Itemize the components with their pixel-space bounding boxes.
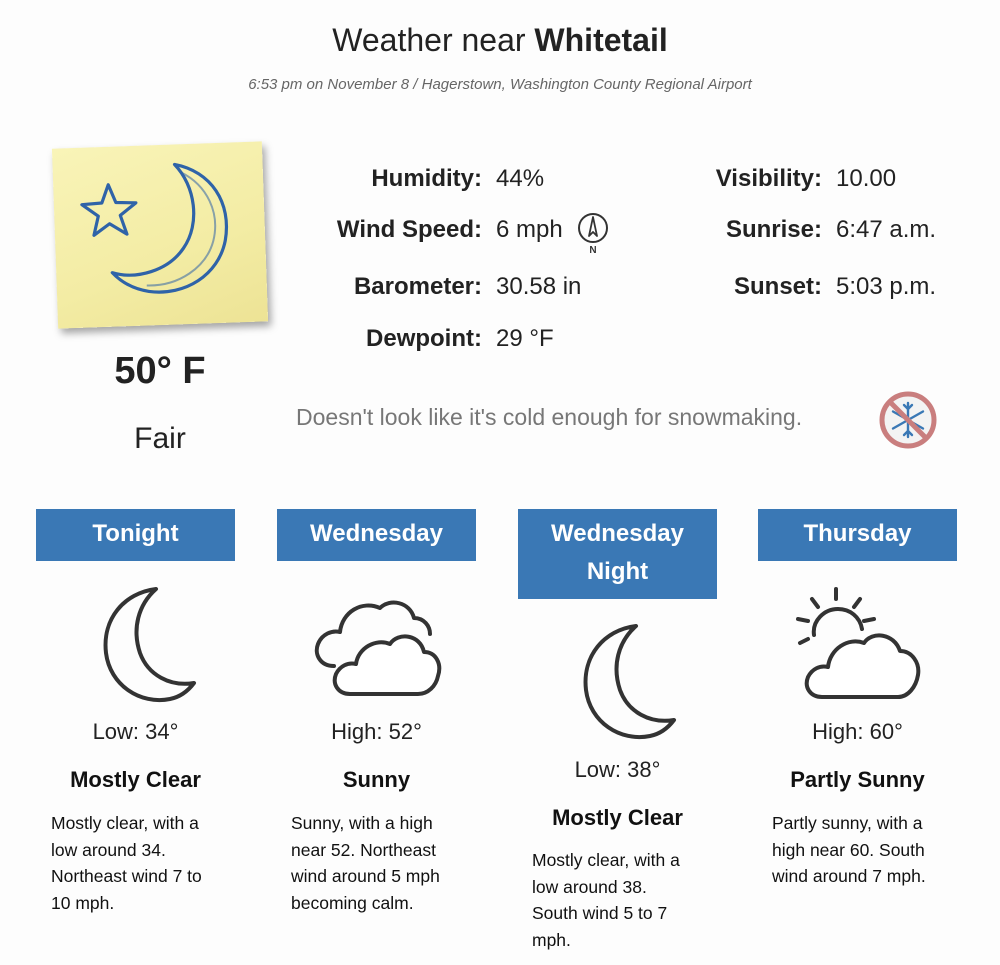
forecast-wednesday-heading[interactable] bbox=[277, 509, 476, 561]
observation-subtitle: 6:53 pm on November 8 / Hagerstown, Washington County Regional Airport bbox=[248, 76, 752, 93]
forecast-tonight-name: Tonight bbox=[92, 520, 179, 547]
sunset-value: 5:03 p.m. bbox=[836, 273, 937, 300]
current-condition: Fair bbox=[134, 422, 186, 455]
forecast-tonight-short: Mostly Clear bbox=[70, 767, 201, 792]
detail-line: Partly sunny, with a bbox=[772, 813, 923, 833]
wind-speed-label: Wind Speed: bbox=[336, 216, 482, 243]
humidity-value: 44% bbox=[496, 165, 545, 192]
forecast-wednesday-night-heading[interactable] bbox=[518, 509, 717, 599]
forecast-thursday-heading[interactable] bbox=[758, 509, 957, 561]
detail-line: high near 60. South bbox=[772, 839, 925, 860]
sunrise-label: Sunrise: bbox=[725, 216, 822, 243]
forecast-wednesday-detail bbox=[291, 810, 481, 916]
dewpoint-value: 29 °F bbox=[496, 325, 554, 352]
forecast-thursday-name: Thursday bbox=[803, 520, 912, 547]
forecast-wednesday-night-short: Mostly Clear bbox=[552, 805, 683, 830]
forecast-wednesday-night-name-line2: Night bbox=[586, 558, 649, 585]
detail-line: near 52. Northeast bbox=[291, 839, 436, 860]
detail-line: mph. bbox=[532, 929, 571, 950]
forecast-wednesday-night-detail bbox=[532, 847, 722, 953]
clouds-icon bbox=[306, 588, 446, 708]
current-temperature: 50° F bbox=[114, 350, 206, 392]
snowmaking-message: Doesn't look like it's cold enough for snowmaking. bbox=[296, 404, 803, 430]
detail-line: low around 34. bbox=[51, 839, 166, 860]
detail-line: low around 38. bbox=[532, 876, 647, 897]
title-place[interactable]: Whitetail bbox=[534, 22, 668, 58]
detail-line: wind around 7 mph. bbox=[772, 866, 926, 886]
forecast-thursday-detail bbox=[772, 810, 962, 890]
page-title bbox=[0, 22, 1000, 59]
detail-line: becoming calm. bbox=[291, 892, 414, 913]
sunrise-value: 6:47 a.m. bbox=[836, 216, 937, 243]
barometer-label: Barometer: bbox=[353, 273, 482, 300]
forecast-tonight-heading[interactable] bbox=[36, 509, 235, 561]
partly-sunny-icon bbox=[790, 585, 930, 710]
no-snowflake-icon bbox=[878, 390, 938, 455]
forecast-wednesday-night-temp: Low: 38° bbox=[574, 757, 661, 782]
detail-line: South wind 5 to 7 bbox=[532, 903, 668, 923]
forecast-thursday-short: Partly Sunny bbox=[790, 767, 925, 792]
forecast-wednesday-night-name-line1: Wednesday bbox=[551, 520, 684, 547]
crescent-moon-icon bbox=[558, 620, 678, 750]
moon-and-star-icon bbox=[52, 141, 268, 328]
forecast-tonight-temp: Low: 34° bbox=[92, 719, 179, 744]
detail-line: Northeast wind 7 to bbox=[51, 866, 202, 886]
detail-line: 10 mph. bbox=[51, 892, 115, 913]
sunset-label: Sunset: bbox=[733, 273, 822, 300]
title-prefix: Weather near bbox=[332, 22, 535, 58]
visibility-label: Visibility: bbox=[715, 165, 822, 192]
dewpoint-label: Dewpoint: bbox=[366, 325, 482, 352]
wind-direction-compass-icon bbox=[576, 211, 612, 260]
detail-line: Sunny, with a high bbox=[291, 813, 433, 833]
visibility-value: 10.00 bbox=[836, 165, 897, 192]
forecast-wednesday-temp: High: 52° bbox=[331, 719, 422, 744]
detail-line: wind around 5 mph bbox=[291, 866, 440, 886]
detail-line: Mostly clear, with a bbox=[51, 813, 199, 833]
wind-speed-value: 6 mph bbox=[496, 216, 563, 243]
current-conditions-note bbox=[52, 141, 268, 328]
wind-direction-letter: N bbox=[589, 245, 597, 255]
forecast-tonight-detail bbox=[51, 810, 241, 916]
detail-line: Mostly clear, with a bbox=[532, 850, 680, 870]
forecast-wednesday-name: Wednesday bbox=[310, 520, 443, 547]
humidity-label: Humidity: bbox=[371, 165, 482, 192]
crescent-moon-icon bbox=[78, 583, 198, 713]
forecast-wednesday-short: Sunny bbox=[342, 767, 411, 792]
forecast-thursday-temp: High: 60° bbox=[812, 719, 903, 744]
barometer-value: 30.58 in bbox=[496, 273, 582, 300]
